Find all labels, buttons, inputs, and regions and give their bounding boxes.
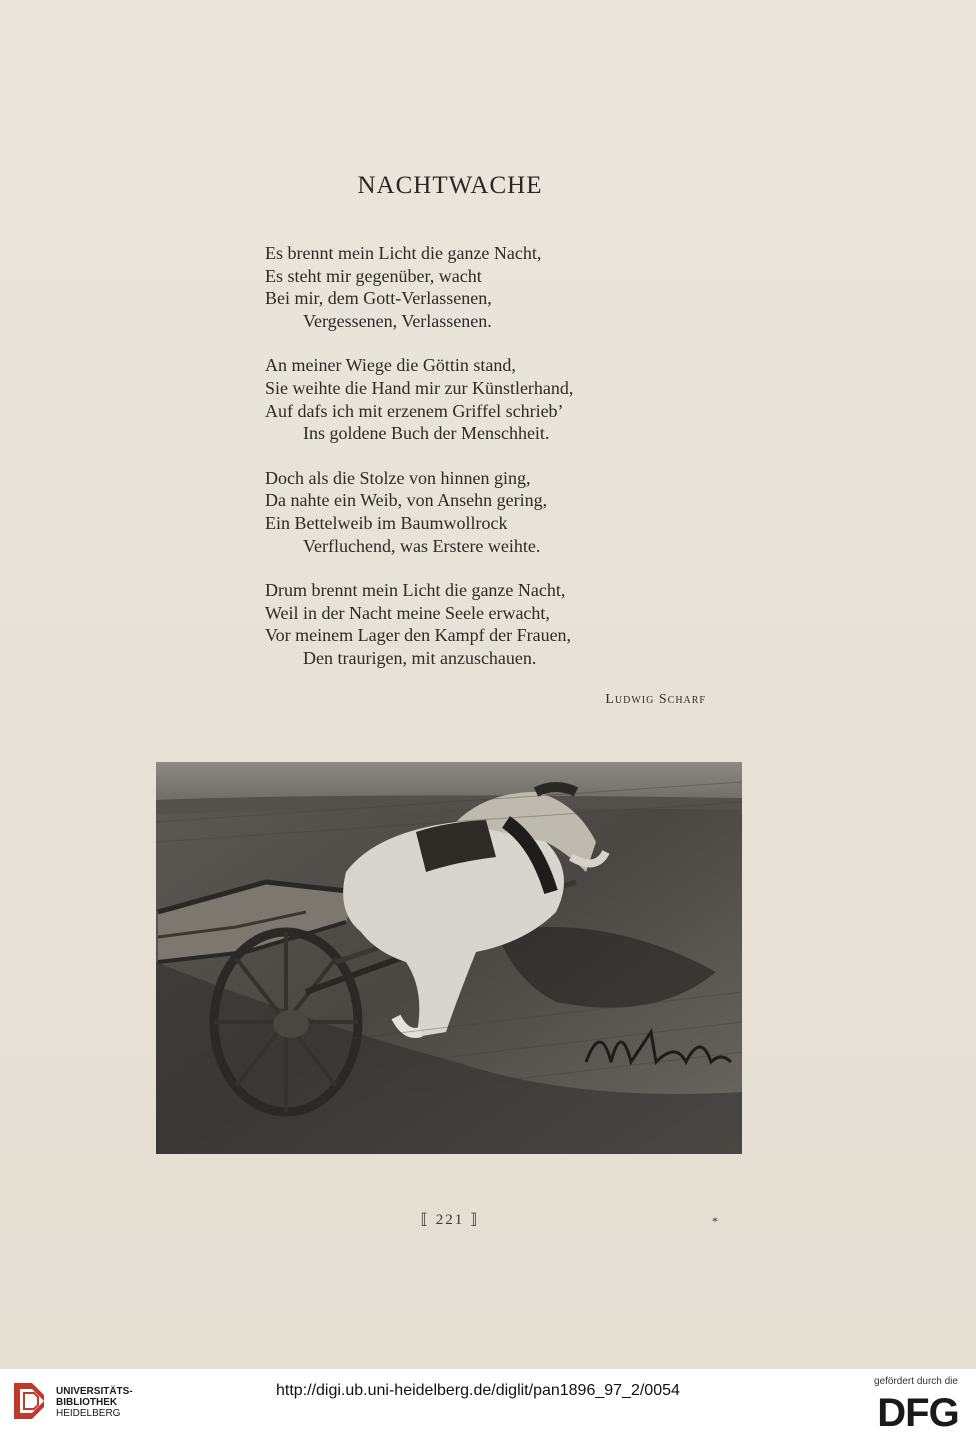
- poem-line: Vor meinem Lager den Kampf der Frauen,: [265, 625, 572, 646]
- poem-line: Sie weihte die Hand mir zur Künstlerhand,: [265, 377, 574, 398]
- poem-line: Bei mir, dem Gott-Verlassenen,: [265, 288, 492, 309]
- illustration-horse-cart: [156, 762, 742, 1154]
- poem-line: Es brennt mein Licht die ganze Nacht,: [265, 243, 542, 263]
- poem-line: Vergessenen, Verlassenen.: [303, 310, 492, 331]
- dfg-logo[interactable]: DFG: [877, 1391, 959, 1435]
- page-number: ⟦ 221 ⟧: [420, 1212, 480, 1228]
- stanza-3: [265, 467, 725, 557]
- poem-line: Ins goldene Buch der Menschheit.: [303, 423, 550, 444]
- stanza-1: [265, 242, 725, 332]
- poem-line: An meiner Wiege die Göttin stand,: [265, 355, 516, 376]
- poem-line: Ein Bettelweib im Baumwollrock: [265, 512, 508, 533]
- poem-title: NACHTWACHE: [357, 172, 543, 199]
- library-line: UNIVERSITÄTS-: [56, 1386, 133, 1397]
- stanza-4: [265, 579, 725, 669]
- permalink-url[interactable]: http://digi.ub.uni-heidelberg.de/diglit/pan1896_97_2/0054: [276, 1382, 680, 1399]
- library-line: HEIDELBERG: [56, 1408, 121, 1419]
- poem-author: Ludwig Scharf: [605, 692, 706, 707]
- poem-line: Weil in der Nacht meine Seele erwacht,: [265, 602, 550, 623]
- library-line: BIBLIOTHEK: [56, 1397, 118, 1408]
- poem-line: Es steht mir gegenüber, wacht: [265, 265, 482, 286]
- poem-line: Verfluchend, was Erstere weihte.: [303, 535, 541, 556]
- poem-line: Drum brennt mein Licht die ganze Nacht,: [265, 580, 566, 601]
- poem-line: Da nahte ein Weib, von Ansehn gering,: [265, 490, 548, 511]
- university-library-logo-icon[interactable]: [8, 1377, 50, 1425]
- library-name: [56, 1386, 133, 1419]
- footnote-mark: *: [712, 1214, 718, 1228]
- poem-body: [265, 242, 725, 692]
- poem-line: Doch als die Stolze von hinnen ging,: [265, 467, 531, 488]
- stanza-2: [265, 354, 725, 444]
- poem-line: Auf dafs ich mit erzenem Griffel schrieb’: [265, 400, 564, 421]
- footer-bar: [0, 1369, 976, 1439]
- sponsor-text: gefördert durch die: [874, 1376, 958, 1387]
- poem-line: Den traurigen, mit anzuschauen.: [303, 647, 537, 668]
